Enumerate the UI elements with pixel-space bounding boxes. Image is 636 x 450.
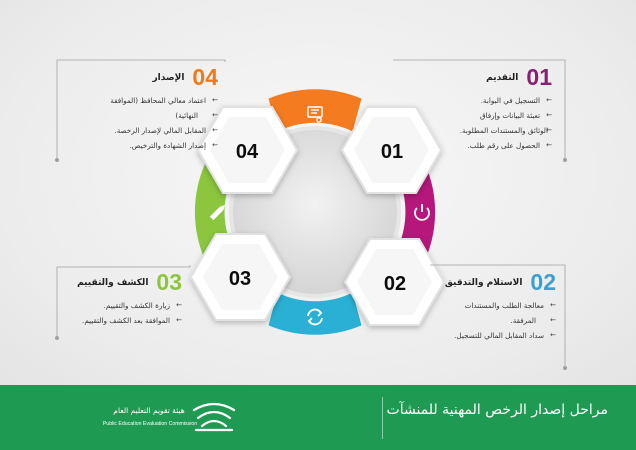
list-item: ← سداد المقابل المالي للتسجيل. (438, 328, 556, 343)
step-header-04 (66, 66, 218, 89)
footer-title: مراحل إصدار الرخص المهنية للمنشآت (386, 402, 608, 418)
step-list-02 (438, 298, 556, 343)
step-number-01: 01 (526, 64, 552, 90)
list-item: ← الحصول على رقم طلب. (432, 138, 552, 153)
list-item: ← المقابل المالي لإصدار الرخصة. (66, 123, 218, 138)
step-header-01 (432, 66, 552, 89)
hex-label-02: 02 (383, 273, 407, 295)
step-number-04: 04 (192, 64, 218, 90)
step-header-02 (438, 271, 556, 294)
step-panel-02 (438, 271, 556, 343)
list-item: ← إصدار الشهادة والترخيص. (66, 138, 218, 153)
org-name-english: Public Education Evaluation Commission (102, 421, 198, 427)
step-number-02: 02 (530, 269, 556, 295)
step-panel-04 (66, 66, 218, 153)
list-item: ← النهائية) (66, 108, 218, 123)
step-title-03: الكشف والتقييم (77, 277, 149, 288)
hex-label-03: 03 (228, 268, 252, 290)
list-item: ← المرفقة. (438, 313, 556, 328)
footer-divider (382, 397, 383, 439)
list-item: ← معالجة الطلب والمستندات (438, 298, 556, 313)
step-panel-01 (432, 66, 552, 153)
hex-label-01: 01 (380, 141, 404, 163)
org-logo-icon (190, 400, 238, 436)
list-item: ← التسجيل في البوابة. (432, 93, 552, 108)
hex-label-04: 04 (235, 141, 259, 163)
org-name-arabic: هيئة تقويم التعليم العام (113, 406, 185, 415)
step-list-04 (66, 93, 218, 153)
step-list-01 (432, 93, 552, 153)
list-item: ← اعتماد معالي المحافظ (الموافقة (66, 93, 218, 108)
step-title-04: الإصدار (152, 72, 185, 83)
list-item: ← زيارة الكشف والتقييم. (60, 298, 182, 313)
step-title-02: الاستلام والتدقيق (444, 277, 523, 288)
list-item: ← الموافقة بعد الكشف والتقييم. (60, 313, 182, 328)
step-header-03 (60, 271, 182, 294)
list-item: ← الوثائق والمستندات المطلوبة. (432, 123, 552, 138)
step-panel-03 (60, 271, 182, 328)
step-number-03: 03 (156, 269, 182, 295)
step-title-01: التقديم (486, 72, 519, 83)
ring-segment-blue (269, 293, 362, 335)
step-list-03 (60, 298, 182, 328)
list-item: ← تعبئة البيانات وإرفاق (432, 108, 552, 123)
